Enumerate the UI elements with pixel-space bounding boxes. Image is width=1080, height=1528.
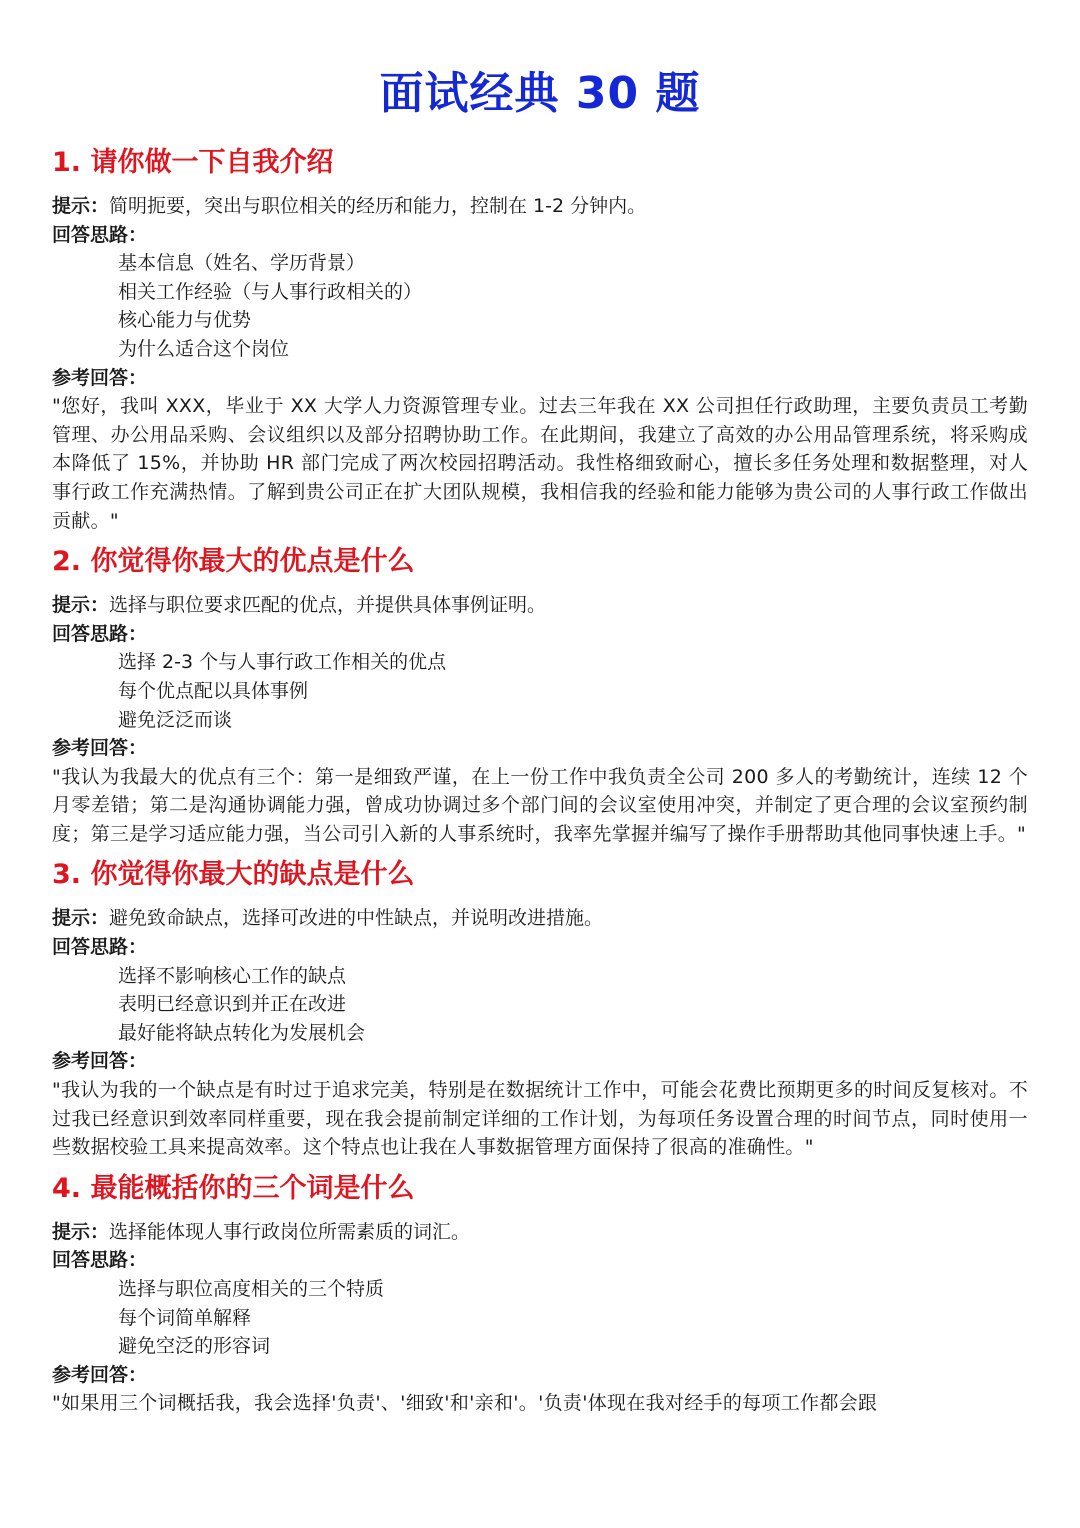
hint-line [52, 904, 1028, 933]
thinking-point: 选择不影响核心工作的缺点 [118, 964, 347, 987]
question-title: 2. 你觉得你最大的优点是什么 [52, 546, 415, 578]
reference-answer: "如果用三个词概括我，我会选择'负责'、'细致'和'亲和'。'负责'体现在我对经手的每项工作都会跟 [52, 1392, 878, 1415]
hint-text: 避免致命缺点，选择可改进的中性缺点，并说明改进措施。 [109, 907, 604, 930]
question-section-4 [52, 1170, 1028, 1418]
hint-label: 提示： [52, 1220, 110, 1243]
thinking-label: 回答思路： [52, 1249, 148, 1272]
thinking-point: 为什么适合这个岗位 [118, 337, 290, 360]
page-title: 面试经典 30 题 [379, 68, 701, 119]
thinking-label: 回答思路： [52, 622, 148, 645]
thinking-point: 每个优点配以具体事例 [118, 679, 309, 702]
thinking-point: 选择 2-3 个与人事行政工作相关的优点 [118, 651, 447, 674]
reference-answer: "您好，我叫 XXX，毕业于 XX 大学人力资源管理专业。过去三年我在 XX 公司担任行政助理，主要负责员工考勤管理、办公用品采购、会议组织以及部分招聘协助工作。在此期间，我建立了高效的办公用品管理系统，将采购成本降低了 15%，并协助 HR 部门完成了两次校园招聘活动。我性格细致耐心，擅长多任务处理和数据整理，对人事行政工作充满热情。了解到贵公司正在扩大团队规模，我相信我的经验和能力能够为贵公司的人事行政工作做出贡献。" [52, 395, 1028, 532]
question-section-3 [52, 856, 1028, 1161]
thinking-point: 选择与职位高度相关的三个特质 [118, 1278, 385, 1300]
thinking-point: 相关工作经验（与人事行政相关的） [118, 280, 423, 303]
question-section-2 [52, 543, 1028, 848]
hint-line [52, 1218, 1028, 1247]
thinking-point: 基本信息（姓名、学历背景） [118, 252, 366, 275]
reference-label: 参考回答： [52, 366, 148, 389]
hint-label: 提示： [52, 907, 110, 930]
thinking-point: 核心能力与优势 [118, 309, 252, 332]
reference-answer: "我认为我的一个缺点是有时过于追求完美，特别是在数据统计工作中，可能会花费比预期更多的时间反复核对。不过我已经意识到效率同样重要，现在我会提前制定详细的工作计划，为每项任务设置合理的时间节点，同时使用一些数据校验工具来提高效率。这个特点也让我在人事数据管理方面保持了很高的准确性。" [52, 1079, 1028, 1159]
hint-label: 提示： [52, 195, 110, 217]
reference-label: 参考回答： [52, 737, 148, 760]
thinking-point: 最好能将缺点转化为发展机会 [118, 1021, 366, 1044]
hint-text: 选择与职位要求匹配的优点，并提供具体事例证明。 [109, 594, 547, 617]
thinking-point: 每个词简单解释 [118, 1306, 252, 1329]
hint-line [52, 591, 1028, 620]
question-title: 4. 最能概括你的三个词是什么 [52, 1172, 415, 1204]
thinking-point: 避免泛泛而谈 [118, 708, 233, 731]
hint-text: 简明扼要，突出与职位相关的经历和能力，控制在 1-2 分钟内。 [109, 195, 647, 217]
reference-label: 参考回答： [52, 1050, 148, 1073]
question-section-1 [52, 144, 1028, 535]
hint-line [52, 192, 1028, 221]
question-title: 1. 请你做一下自我介绍 [52, 147, 334, 178]
hint-label: 提示： [52, 594, 110, 617]
thinking-point: 表明已经意识到并正在改进 [118, 993, 347, 1016]
reference-label: 参考回答： [52, 1363, 148, 1386]
hint-text: 选择能体现人事行政岗位所需素质的词汇。 [109, 1220, 471, 1243]
thinking-point: 避免空泛的形容词 [118, 1335, 271, 1358]
thinking-label: 回答思路： [52, 223, 148, 246]
thinking-label: 回答思路： [52, 936, 148, 959]
question-title: 3. 你觉得你最大的缺点是什么 [52, 859, 415, 891]
reference-answer: "我认为我最大的优点有三个：第一是细致严谨，在上一份工作中我负责全公司 200 多人的考勤统计，连续 12 个月零差错；第二是沟通协调能力强，曾成功协调过多个部门间的会议室使用冲突，并制定了更合理的会议室预约制度；第三是学习适应能力强，当公司引入新的人事系统时，我率先掌握并编写了操作手册帮助其他同事快速上手。" [52, 765, 1028, 845]
